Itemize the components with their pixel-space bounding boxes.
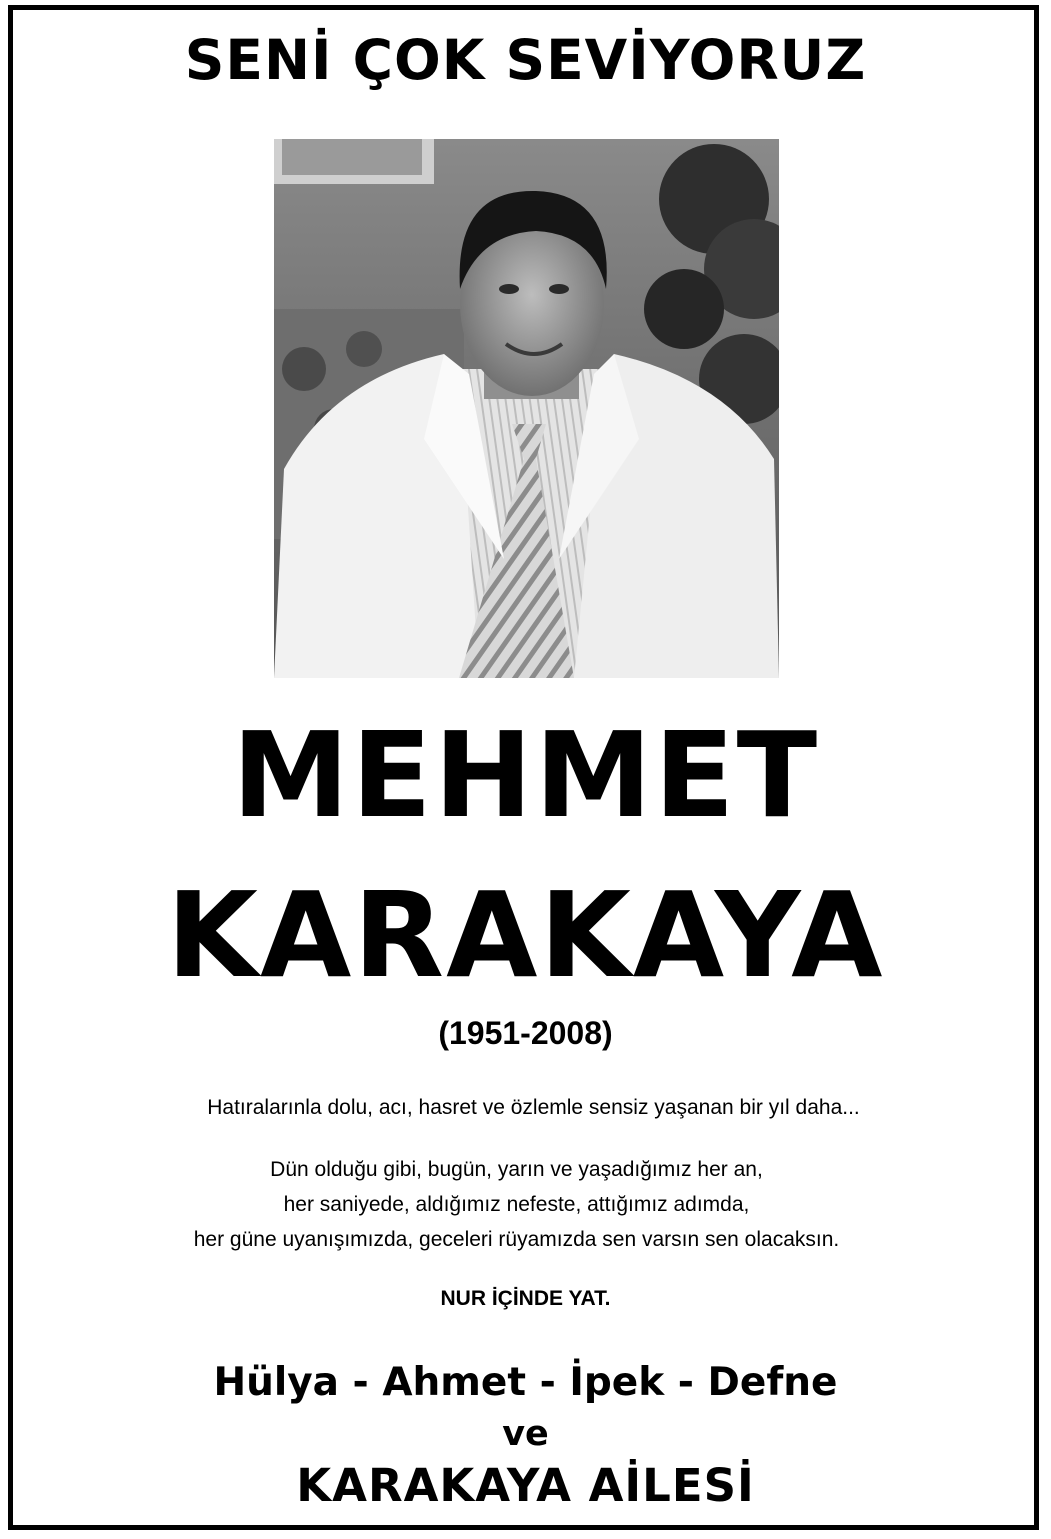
- message-line-4: her güne uyanışımızda, geceleri rüyamızda sen varsın sen olacaksın.: [193, 1228, 840, 1251]
- life-years: (1951-2008): [438, 1015, 613, 1051]
- message-line-3: her saniyede, aldığımız nefeste, attığımız adımda,: [283, 1193, 750, 1216]
- family-signature: KARAKAYA AİLESİ: [296, 1459, 755, 1512]
- deceased-first-name: MEHMET: [231, 706, 820, 844]
- signature-conjunction: ve: [502, 1414, 549, 1454]
- deceased-last-name: KARAKAYA: [166, 866, 885, 1004]
- rest-in-peace: NUR İÇİNDE YAT.: [440, 1287, 611, 1310]
- message-line-2: Dün olduğu gibi, bugün, yarın ve yaşadığımız her an,: [270, 1158, 763, 1181]
- headline: SENİ ÇOK SEVİYORUZ: [184, 28, 867, 92]
- portrait-photo: [274, 139, 779, 678]
- message-line-1: Hatıralarınla dolu, acı, hasret ve özlemle sensiz yaşanan bir yıl daha...: [207, 1096, 860, 1119]
- family-names: Hülya - Ahmet - İpek - Defne: [213, 1360, 838, 1405]
